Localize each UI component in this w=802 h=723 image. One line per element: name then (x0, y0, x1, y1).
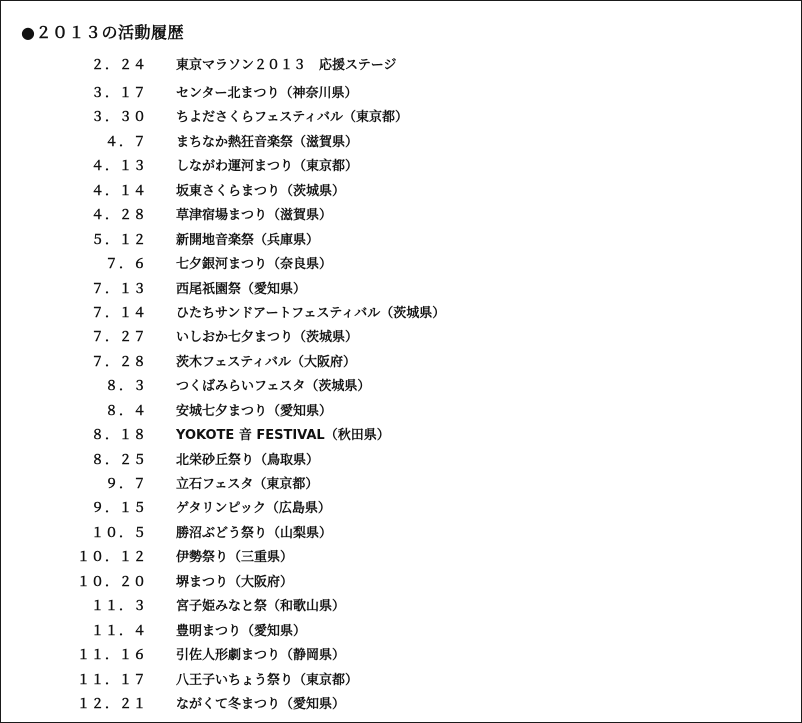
event-name: 北栄砂丘祭り（鳥取県） (176, 452, 320, 468)
event-date: ４．７ (104, 134, 147, 150)
event-row (1, 156, 801, 180)
event-name: 伊勢祭り（三重県） (176, 550, 294, 566)
event-row (1, 596, 801, 620)
event-row (1, 547, 801, 571)
event-row (1, 107, 801, 131)
event-date: １１．１６ (76, 648, 147, 664)
event-row (1, 401, 801, 425)
event-row (1, 279, 801, 303)
event-name: ちよださくらフェスティバル（東京都） (176, 110, 409, 126)
event-name: ながくて冬まつり（愛知県） (176, 696, 346, 712)
event-row (1, 181, 801, 205)
event-row (1, 572, 801, 596)
event-date: ７．１４ (90, 305, 147, 321)
event-row (1, 670, 801, 694)
event-row (1, 303, 801, 327)
event-name: 茨木フェスティバル（大阪府） (176, 354, 357, 370)
event-date: ７．２７ (90, 330, 147, 346)
event-row (1, 474, 801, 498)
event-date: １１．１７ (76, 672, 147, 688)
event-name: つくばみらいフェスタ（茨城県） (176, 379, 371, 395)
event-name: 坂東さくらまつり（茨城県） (176, 183, 346, 199)
event-row (1, 205, 801, 229)
event-name: まちなか熱狂音楽祭（滋賀県） (176, 134, 359, 150)
event-row (1, 55, 801, 77)
event-name: しながわ運河まつり（東京都） (176, 159, 359, 175)
event-date: ７．２８ (90, 354, 147, 370)
event-name: 西尾祇園祭（愛知県） (176, 281, 307, 297)
event-date: ４．１４ (90, 183, 147, 199)
page-title: ●２０１３の活動履歴 (21, 23, 184, 42)
event-name: 勝沼ぶどう祭り（山梨県） (176, 525, 333, 541)
event-date: ４．２８ (90, 208, 147, 224)
event-row (1, 694, 801, 718)
event-name: 八王子いちょう祭り（東京都） (176, 672, 359, 688)
event-date: １２．２１ (76, 696, 147, 712)
event-date: ８．３ (104, 379, 147, 395)
event-name: 東京マラソン２０１３ 応援ステージ (176, 58, 397, 73)
event-date: ８．２５ (90, 452, 147, 468)
event-row (1, 352, 801, 376)
event-date: ５．１２ (90, 232, 147, 248)
event-row (1, 327, 801, 351)
event-name: ひたちサンドアートフェスティバル（茨城県） (176, 305, 446, 321)
event-date: ８．１８ (90, 428, 147, 444)
event-row (1, 376, 801, 400)
event-name: ゲタリンピック（広島県） (176, 501, 331, 517)
event-date: ９．７ (104, 477, 147, 492)
event-date: ３．３０ (90, 110, 147, 126)
event-name: 立石フェスタ（東京都） (176, 477, 319, 492)
event-date: １０．５ (90, 525, 147, 541)
event-name: YOKOTE 音 FESTIVAL（秋田県） (176, 428, 390, 444)
event-row (1, 621, 801, 645)
event-row (1, 645, 801, 669)
event-date: ７．６ (104, 257, 147, 273)
event-date: ７．１３ (90, 281, 147, 297)
event-list (1, 83, 801, 718)
event-row (1, 254, 801, 278)
event-date: １０．１２ (76, 550, 147, 566)
event-date: ８．４ (104, 403, 147, 419)
event-name: 引佐人形劇まつり（静岡県） (176, 648, 346, 664)
event-date: ２．２４ (90, 58, 147, 73)
event-date: ９．１５ (90, 501, 147, 517)
event-date: ４．１３ (90, 159, 147, 175)
event-name: 七夕銀河まつり（奈良県） (176, 257, 333, 273)
event-row (1, 498, 801, 522)
event-row (1, 450, 801, 474)
event-name: 宮子姫みなと祭（和歌山県） (176, 599, 346, 615)
event-date: １１．４ (90, 623, 147, 639)
event-date: ３．１７ (90, 86, 147, 101)
event-name: いしおか七夕まつり（茨城県） (176, 330, 359, 346)
event-row (1, 425, 801, 449)
event-date: １０．２０ (76, 574, 147, 590)
event-row (1, 523, 801, 547)
event-row (1, 83, 801, 107)
event-name: 草津宿場まつり（滋賀県） (176, 208, 333, 224)
event-name: 豊明まつり（愛知県） (176, 623, 307, 639)
event-name: 堺まつり（大阪府） (176, 574, 294, 590)
event-name: センター北まつり（神奈川県） (176, 86, 358, 101)
event-date: １１．３ (90, 599, 147, 615)
event-name: 安城七夕まつり（愛知県） (176, 403, 333, 419)
event-row (1, 230, 801, 254)
event-row (1, 132, 801, 156)
event-name: 新開地音楽祭（兵庫県） (176, 232, 320, 248)
